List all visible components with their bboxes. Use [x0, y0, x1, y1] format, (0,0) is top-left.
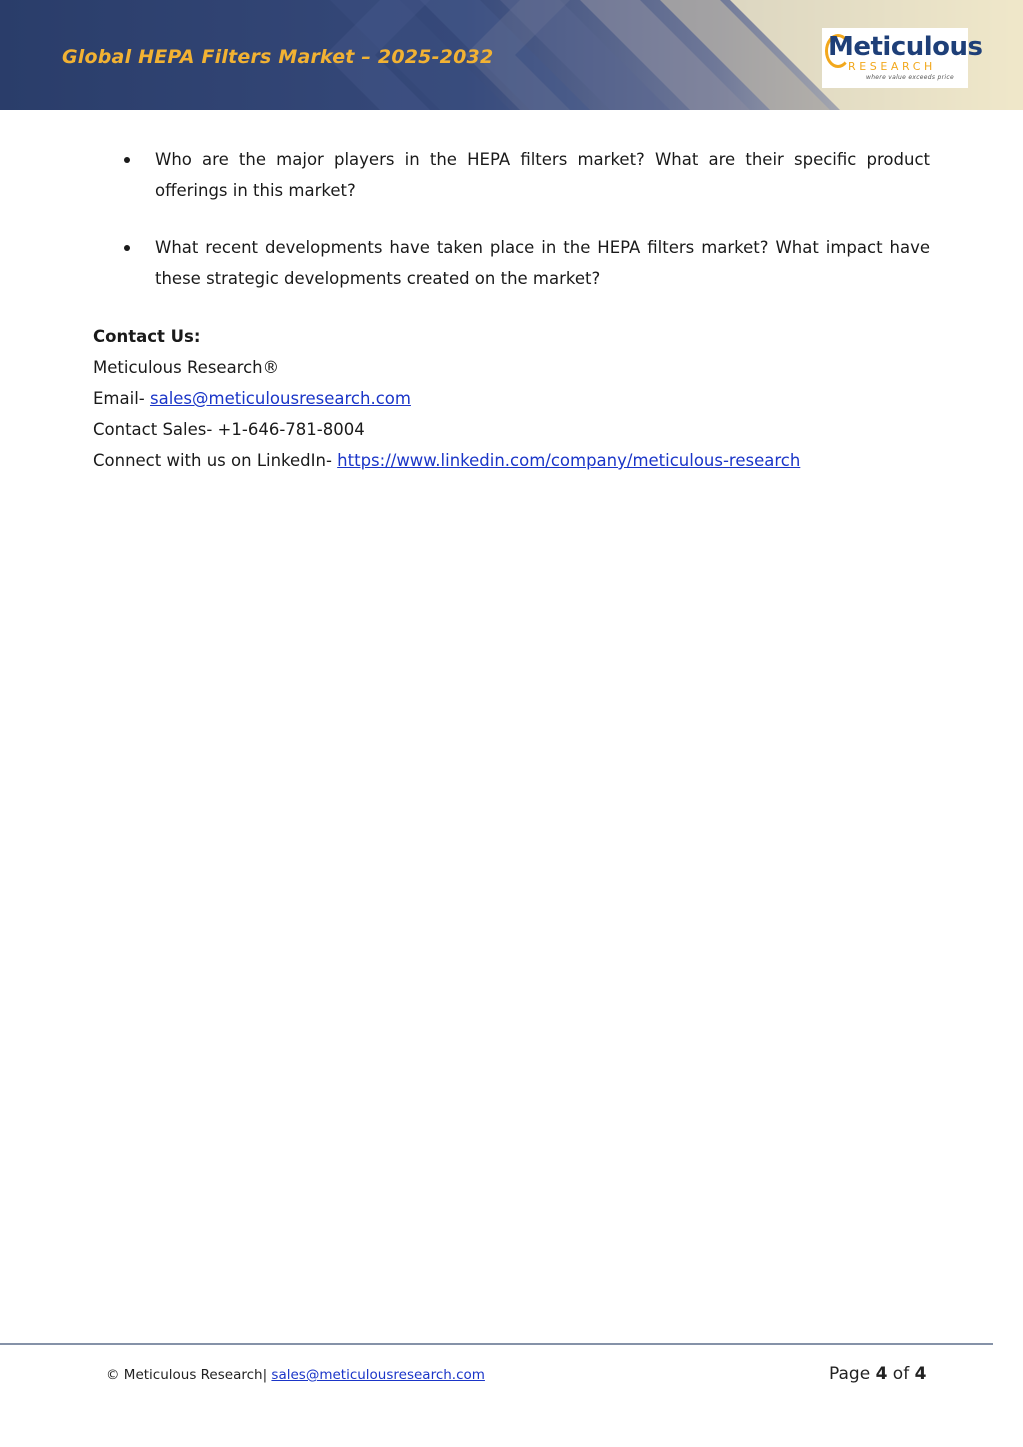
logo-tagline: where value exceeds price	[866, 74, 954, 81]
question-list	[93, 144, 930, 320]
logo-subtitle: RESEARCH	[848, 60, 936, 73]
company-name: Meticulous Research®	[93, 358, 280, 377]
footer-email-link[interactable]: sales@meticulousresearch.com	[271, 1367, 485, 1383]
copyright-text: © Meticulous Research|	[106, 1367, 272, 1383]
bullet-icon	[124, 157, 130, 163]
list-item-text: Who are the major players in the HEPA filters market? What are their specific product offerings in this market?	[155, 150, 930, 200]
bullet-icon	[124, 245, 130, 251]
list-item	[93, 232, 930, 294]
contact-heading: Contact Us:	[93, 327, 201, 346]
page-total: 4	[914, 1364, 927, 1384]
footer-divider	[0, 1343, 993, 1345]
linkedin-line	[93, 445, 800, 476]
logo-wordmark: Meticulous	[828, 32, 983, 62]
footer-copyright	[106, 1367, 485, 1383]
contact-section	[93, 321, 800, 476]
email-link[interactable]: sales@meticulousresearch.com	[149, 389, 411, 408]
linkedin-link[interactable]: https://www.linkedin.com/company/meticulous-research	[337, 451, 801, 470]
email-label: Email-	[93, 389, 150, 408]
page-of: of	[887, 1364, 915, 1384]
page-number	[829, 1364, 926, 1384]
sales-phone: Contact Sales- +1-646-781-8004	[93, 420, 365, 439]
page-header	[0, 0, 1023, 110]
email-line	[93, 383, 800, 414]
page-current: 4	[875, 1364, 888, 1384]
company-logo	[822, 28, 983, 88]
list-item-text: What recent developments have taken place in the HEPA filters market? What impact have these strategic developments created on the market?	[155, 238, 930, 288]
linkedin-label: Connect with us on LinkedIn-	[93, 451, 338, 470]
list-item	[93, 144, 930, 206]
page-label: Page	[829, 1364, 876, 1384]
report-title: Global HEPA Filters Market – 2025-2032	[62, 46, 494, 68]
